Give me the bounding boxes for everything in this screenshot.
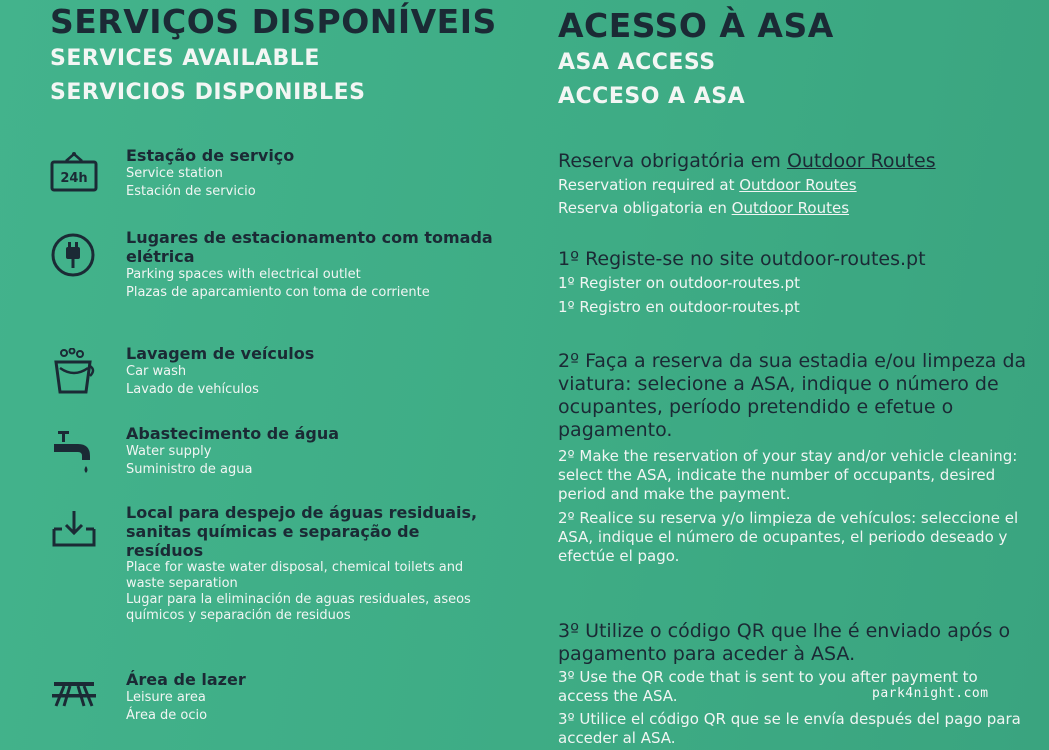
service-label-pt: Lugares de estacionamento com tomada elétrica xyxy=(126,228,493,266)
step-3-pt: 3º Utilize o código QR que lhe é enviado após o pagamento para aceder à ASA. xyxy=(558,620,1011,665)
outdoor-routes-link[interactable]: Outdoor Routes xyxy=(786,150,936,172)
services-title-es: SERVICIOS DISPONIBLES xyxy=(50,80,366,105)
step-3-block xyxy=(558,620,1028,748)
step-1-pt: 1º Registe-se no site outdoor-routes.pt xyxy=(558,248,926,270)
service-label-pt: Local para despejo de águas residuais, sanitas químicas e separação de resíduos xyxy=(126,503,478,560)
service-label-es: Área de ocio xyxy=(126,708,208,723)
service-label-es: Estación de servicio xyxy=(126,184,256,199)
service-label-es: Plazas de aparcamiento con toma de corriente xyxy=(126,285,430,300)
reservation-pt-text: Reserva obrigatória em xyxy=(558,150,787,172)
water-tap-icon xyxy=(50,428,98,476)
services-title-pt: SERVIÇOS DISPONÍVEIS xyxy=(50,2,497,41)
services-title-en: SERVICES AVAILABLE xyxy=(50,46,320,71)
step-3-es: 3º Utilice el código QR que se le envía después del pago para acceder al ASA. xyxy=(558,710,1021,747)
service-label-en: Leisure area xyxy=(126,690,206,705)
step-1-block xyxy=(558,248,1028,317)
service-label-en: Place for waste water disposal, chemical toilets and waste separation xyxy=(126,560,464,591)
service-label-pt: Abastecimento de água xyxy=(126,424,340,443)
service-label-es: Lavado de vehículos xyxy=(126,382,259,397)
outdoor-routes-link[interactable]: Outdoor Routes xyxy=(739,176,857,194)
service-label-pt: Lavagem de veículos xyxy=(126,344,315,363)
service-label-en: Parking spaces with electrical outlet xyxy=(126,267,361,282)
picnic-table-icon xyxy=(50,674,98,722)
waste-disposal-icon xyxy=(50,507,98,555)
car-wash-bucket-icon xyxy=(50,348,98,396)
step-2-block xyxy=(558,350,1028,566)
service-label-es: Suministro de agua xyxy=(126,462,253,477)
service-label-es: Lugar para la eliminación de aguas residuales, aseos químicos y separación de residuos xyxy=(126,592,471,623)
service-label-en: Service station xyxy=(126,166,223,181)
access-title-es: ACCESO A ASA xyxy=(558,84,746,109)
service-label-en: Car wash xyxy=(126,364,187,379)
service-label-pt: Área de lazer xyxy=(126,670,246,689)
step-1-es: 1º Registro en outdoor-routes.pt xyxy=(558,298,800,316)
reservation-block xyxy=(558,150,1028,218)
outdoor-routes-link[interactable]: Outdoor Routes xyxy=(731,199,850,217)
step-2-pt: 2º Faça a reserva da sua estadia e/ou limpeza da viatura: selecione a ASA, indique o número de ocupantes, período pretendido e efetue o pagamento. xyxy=(558,350,1027,441)
reservation-en-text: Reservation required at xyxy=(558,176,740,194)
services-column xyxy=(50,0,497,723)
step-1-en: 1º Register on outdoor-routes.pt xyxy=(558,274,801,292)
step-3-en: 3º Use the QR code that is sent to you after payment to access the ASA. xyxy=(558,668,978,705)
24h-sign-icon xyxy=(50,150,98,198)
access-title-pt: ACESSO À ASA xyxy=(558,6,834,45)
electric-plug-icon xyxy=(50,232,98,280)
watermark: park4night.com xyxy=(872,686,989,701)
reservation-es-text: Reserva obligatoria en xyxy=(558,199,732,217)
svg-text:24h: 24h xyxy=(60,171,88,186)
access-title-en: ASA ACCESS xyxy=(558,50,716,75)
service-label-en: Water supply xyxy=(126,444,212,459)
service-label-pt: Estação de serviço xyxy=(126,146,295,165)
reservation-en xyxy=(558,176,1028,195)
step-2-en: 2º Make the reservation of your stay and/or vehicle cleaning: select the ASA, indicate the number of occupants, desired period and make the payment. xyxy=(558,447,1018,503)
reservation-pt xyxy=(558,150,1028,173)
step-2-es: 2º Realice su reserva y/o limpieza de vehículos: seleccione el ASA, indique el número de ocupantes, el periodo deseado y efectúe el pago. xyxy=(558,509,1019,565)
reservation-es xyxy=(558,199,1028,218)
